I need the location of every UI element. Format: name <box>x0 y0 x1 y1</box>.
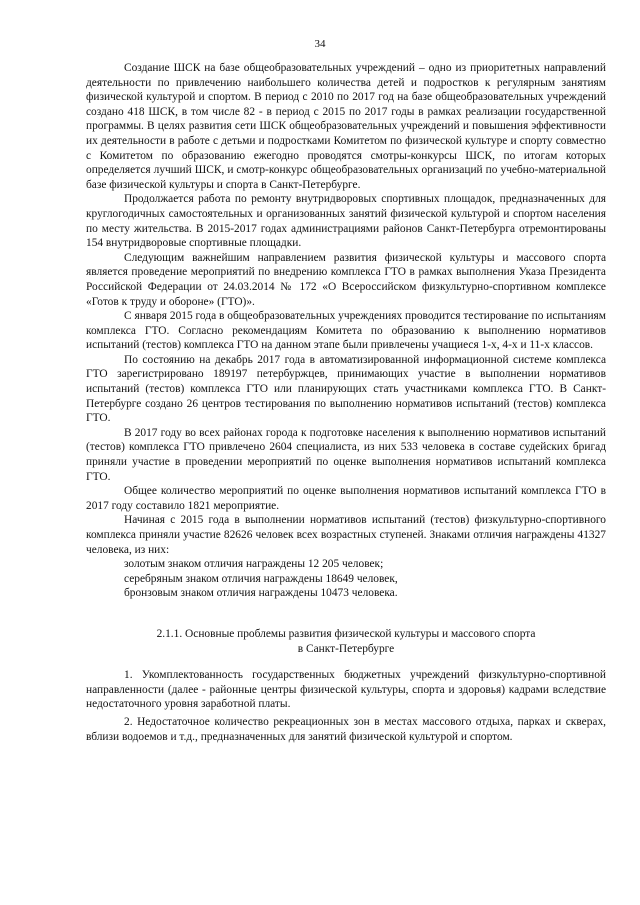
award-silver: серебряным знаком отличия награждены 18649 человек, <box>124 572 398 585</box>
document-body <box>86 61 606 744</box>
paragraph-gto-specialists: В 2017 году во всех районах города к подготовке населения к выполнению нормативов испытаний (тестов) комплекса ГТО привлечено 2604 специалиста, из них 533 человека в составе судейских бригад приняли участие в проведении мероприятий по оценке выполнения нормативов испытаний комплекса ГТО. <box>86 426 606 483</box>
section-heading <box>86 627 606 656</box>
award-bronze: бронзовым знаком отличия награждены 10473 человека. <box>124 587 398 600</box>
problem-item-recreation-zones: 2. Недостаточное количество рекреационных зон в местах массового отдыха, парках и скверах, вблизи водоемов и т.д., предназначенных для занятий физической культурой и спортом. <box>86 715 606 743</box>
paragraph-sports-grounds: Продолжается работа по ремонту внутридворовых спортивных площадок, предназначенных для круглогодичных самостоятельных и организованных занятий физической культурой и спортом населения по месту жительства. В 2015-2017 годах администрациями районов Санкт-Петербурга отремонтированы 154 внутридворовые спортивные площадки. <box>86 193 606 250</box>
section-heading-line-1: 2.1.1. Основные проблемы развития физической культуры и массового спорта <box>156 627 536 640</box>
problem-item-staffing: 1. Укомплектованность государственных бюджетных учреждений физкультурно-спортивной направленности (далее - районные центры физической культуры, спорта и здоровья) кадрами вследствие недостаточного уровня заработной платы. <box>86 669 606 711</box>
award-gold: золотым знаком отличия награждены 12 205 человек; <box>124 558 384 571</box>
page-number: 34 <box>314 38 326 50</box>
section-heading-line-2: в Санкт-Петербурге <box>297 642 395 655</box>
paragraph-gto-testing-schools: С января 2015 года в общеобразовательных учреждениях проводится тестирование по испытаниям комплекса ГТО. Согласно рекомендациям Комитета по образованию к выполнению нормативов испытаний (тестов) комплекса ГТО на данном этапе были привлечены учащиеся 1-х, 4-х и 11-х классов. <box>86 310 606 352</box>
paragraph-school-sport-clubs: Создание ШСК на базе общеобразовательных учреждений – одно из приоритетных направлений деятельности по привлечению наибольшего количества детей и подростков к регулярным занятиям физической культурой и спортом. В период с 2010 по 2017 год на базе общеобразовательных учреждений создано 418 ШСК, в том числе 82 - в период с 2015 по 2017 годы в рамках реализации государственной программы. В целях развития сети ШСК общеобразовательных учреждений и повышения эффективности их деятельности в работе с детьми и подростками Комитетом по физической культуре и спорту совместно с Комитетом по образованию ежегодно проводятся смотры-конкурсы ШСК, по итогам которых определяется лучший ШСК, и смотр-конкурс общеобразовательных организаций по учебно-материальной базе физической культуры и спорта в Санкт-Петербурге. <box>86 62 606 191</box>
paragraph-gto-registration: По состоянию на декабрь 2017 года в автоматизированной информационной системе комплекса ГТО зарегистрировано 189197 петербуржцев, принимающих участие в выполнении нормативов испытаний (тестов) комплекса ГТО или планирующих стать участниками комплекса ГТО. В Санкт-Петербурге создано 26 центров тестирования по выполнению нормативов испытаний (тестов) комплекса ГТО. <box>86 353 606 425</box>
paragraph-gto-events: Общее количество мероприятий по оценке выполнения нормативов испытаний комплекса ГТО в 2017 году составило 1821 мероприятие. <box>86 485 606 512</box>
paragraph-gto-participants: Начиная с 2015 года в выполнении нормативов испытаний (тестов) физкультурно-спортивного комплекса приняли участие 82626 человек всех возрастных ступеней. Знаками отличия награждены 41327 человека, из них: <box>86 514 606 556</box>
paragraph-gto-introduction: Следующим важнейшим направлением развития физической культуры и массового спорта является проведение мероприятий по внедрению комплекса ГТО в рамках выполнения Указа Президента Российской Федерации от 24.03.2014 № 172 «О Всероссийском физкультурно-спортивном комплексе «Готов к труду и обороне» (ГТО)». <box>86 251 606 308</box>
